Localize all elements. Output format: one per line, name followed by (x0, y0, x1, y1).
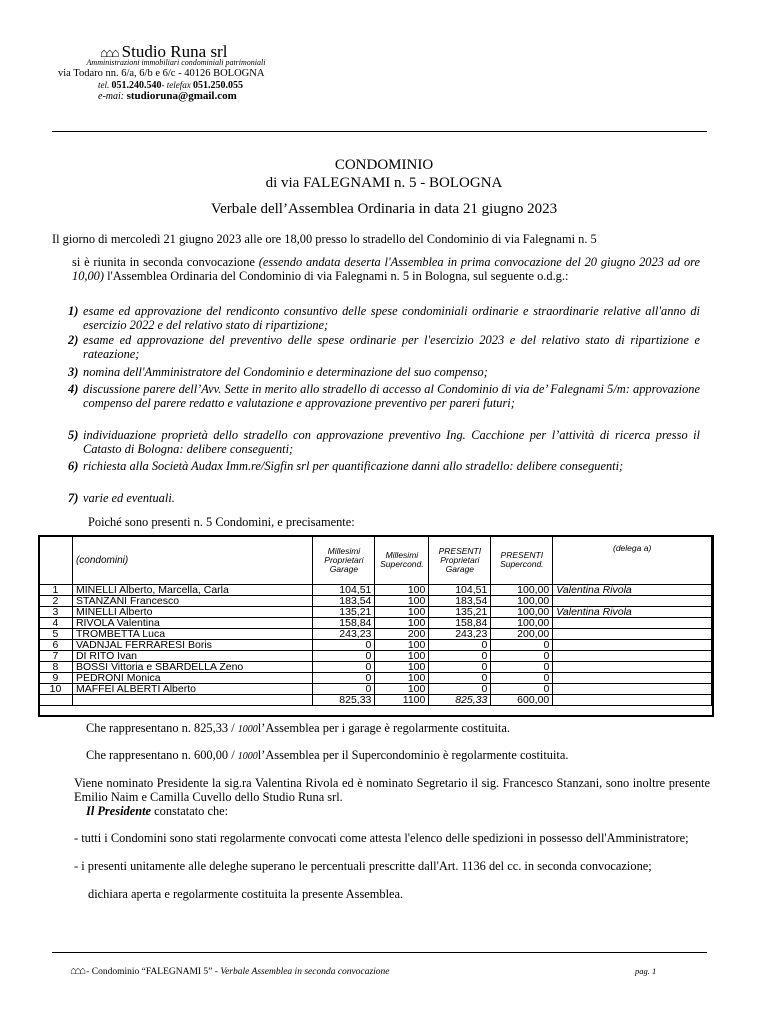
table-row: 1 MINELLI Alberto, Marcella, Carla 104,51 100 104,51 100,00 Valentina Rivola (39, 585, 712, 596)
table-row: 3 MINELLI Alberto 135,21 100 135,21 100,00 Valentina Rivola (39, 607, 712, 618)
table-row: 8 BOSSI Vittoria e SBARDELLA Zeno 0 100 0 0 (39, 662, 712, 673)
table-totals-row (39, 695, 712, 706)
col-mill-super-header: Millesimi Supercond. (375, 536, 429, 585)
building-logo-icon: ⌂⌂⌂ (70, 965, 84, 977)
agenda-item-4: 4) discussione parere dell’Avv. Sette in merito allo stradello di accesso al Condominio di via de’ Falegnami 5/m: approvazione compenso del parere redatto e valutazione e approvazione preventivo per pareri futuri; (68, 382, 700, 410)
assembly-opened: dichiara aperta e regolarmente costituita la presente Assemblea. (88, 887, 404, 901)
table-row: 4 RIVOLA Valentina 158,84 100 158,84 100,00 (39, 618, 712, 629)
total-pres-super: 600,00 (491, 695, 553, 706)
doc-title-address: di via FALEGNAMI n. 5 - BOLOGNA (265, 175, 503, 191)
footer-divider (52, 952, 707, 953)
president-nomination: Viene nominato Presidente la sig.ra Valentina Rivola ed è nominato Segretario il sig. Francesco Stanzani, sono inoltre presente Emilio Naim e Camilla Cuvello dello Studio Runa srl. (74, 776, 710, 804)
table-row: 5 TROMBETTA Luca 243,23 200 243,23 200,00 (39, 629, 712, 640)
building-logo-icon: ⌂⌂⌂ (100, 45, 118, 60)
table-row: 7 DI RITO Ivan 0 100 0 0 (39, 651, 712, 662)
doc-title-verbale: Verbale dell’Assemblea Ordinaria in data 21 giugno 2023 (210, 201, 558, 217)
email-link[interactable]: studioruna@gmail.com (126, 90, 237, 102)
finding-convocation: - tutti i Condomini sono stati regolarmente convocati come attesta l'elenco delle spedizioni in possesso dell'Amministratore; (74, 831, 689, 845)
agenda-item-1: 1) esame ed approvazione del rendiconto consuntivo delle spese condominiali ordinarie e straordinarie relative all'anno di esercizio 2022 e del relativo stato di ripartizione; (68, 304, 700, 332)
col-delega-header: (delega a) (553, 536, 712, 585)
agenda-item-2: 2) esame ed approvazione del preventivo delle spese ordinarie per l'esercizio 2023 e del relativo stato di ripartizione e rateazione; (68, 333, 700, 361)
header-divider (52, 131, 707, 132)
table-row: 2 STANZANI Francesco 183,54 100 183,54 100,00 (39, 596, 712, 607)
agenda-item-7: 7) varie ed eventuali. (68, 491, 175, 505)
page-number: pag. 1 (635, 966, 657, 976)
agenda-item-5: 5) individuazione proprietà dello stradello con approvazione preventivo Ing. Cacchione per l’attività di ricerca presso il Catasto di Bologna: delibere conseguenti; (68, 428, 700, 456)
table-row: 9 PEDRONI Monica 0 100 0 0 (39, 673, 712, 684)
quorum-supercondominio: Che rappresentano n. 600,00 / 1000l’Assemblea per il Supercondominio è regolarmente costituita. (86, 748, 569, 762)
company-email: e-mai: studioruna@gmail.com (98, 90, 237, 102)
company-phone: tel. 051.240.540- telefax 051.250.055 (98, 80, 243, 91)
doc-title-condominio: CONDOMINIO (334, 157, 434, 173)
president-statement: Il Presidente constatato che: (86, 804, 229, 818)
company-subtitle: Amministrazioni immobiliari condominiali patrimoniali (86, 58, 266, 67)
table-row: 10 MAFFEI ALBERTI Alberto 0 100 0 0 (39, 684, 712, 695)
total-mill-prop: 825,33 (313, 695, 375, 706)
attendance-table (38, 535, 712, 706)
quorum-garage: Che rappresentano n. 825,33 / 1000l’Assemblea per i garage è regolarmente costituita. (86, 721, 510, 735)
agenda-item-3: 3) nomina dell'Amministratore del Condominio e determinazione del suo compenso; (68, 365, 488, 379)
fax-number: 051.250.055 (192, 80, 243, 91)
phone-number: 051.240.540 (111, 80, 162, 91)
col-mill-prop-header: Millesimi Proprietari Garage (313, 536, 375, 585)
finding-quorum: - i presenti unitamente alle deleghe superano le percentuali prescritte dall'Art. 1136 del cc. in seconda convocazione; (74, 859, 652, 873)
intro-line: Il giorno di mercoledì 21 giugno 2023 alle ore 18,00 presso lo stradello del Condominio di via Falegnami n. 5 (52, 232, 597, 246)
footer-text: ⌂⌂⌂ - Condominio “FALEGNAMI 5” - Verbale Assemblea in seconda convocazione (70, 965, 390, 977)
total-mill-super: 1100 (375, 695, 429, 706)
col-condomini-header: (condomini) (72, 536, 312, 585)
company-name: Studio Runa srl (121, 42, 228, 61)
col-pres-prop-header: PRESENTI Proprietari Garage (429, 536, 491, 585)
intro-paragraph: si è riunita in seconda convocazione (essendo andata deserta l'Assemblea in prima convocazione del 20 giugno 2023 ad ore 10,00) l'Assemblea Ordinaria del Condominio di via Falegnami n. 5 in Bologna, sul seguente o.d.g.: (72, 255, 700, 283)
table-header-row (39, 536, 712, 585)
col-number-header (39, 536, 73, 585)
attendees-intro: Poiché sono presenti n. 5 Condomini, e precisamente: (88, 515, 355, 529)
agenda-item-6: 6) richiesta alla Società Audax Imm.re/Sigfin srl per quantificazione danni allo stradello: delibere conseguenti; (68, 459, 624, 473)
total-pres-prop: 825,33 (429, 695, 491, 706)
table-row: 6 VADNJAL FERRARESI Boris 0 100 0 0 (39, 640, 712, 651)
col-pres-super-header: PRESENTI Supercond. (491, 536, 553, 585)
company-address: via Todaro nn. 6/a, 6/b e 6/c - 40126 BOLOGNA (58, 68, 265, 79)
